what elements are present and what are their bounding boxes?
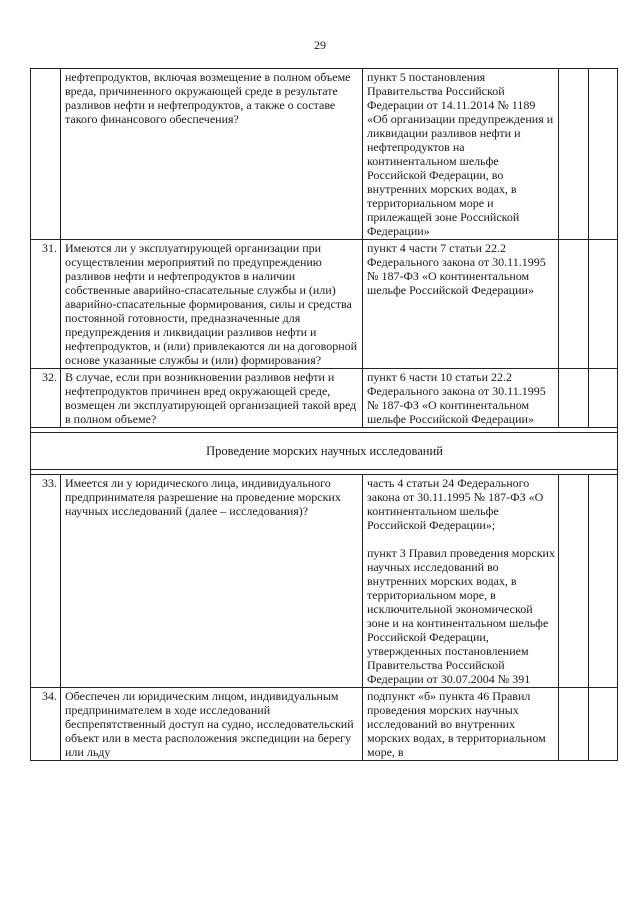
legal-reference-cell	[363, 688, 559, 761]
answer-cell-b	[589, 369, 618, 428]
question-text: Обеспечен ли юридическим лицом, индивидуальным предпринимателем в ходе исследований беспрепятственный доступ на судно, исследовательский объект или в места расположения экспедиции на берегу или льду	[61, 688, 363, 761]
answer-cell-b	[589, 688, 618, 761]
legal-reference-cell	[363, 240, 559, 369]
legal-reference-cell	[363, 475, 559, 688]
answer-cell-b	[589, 240, 618, 369]
row-number	[31, 69, 61, 240]
checklist-body-top	[31, 69, 618, 428]
question-text: нефтепродуктов, включая возмещение в полном объеме вреда, причиненного окружающей среде в результате разливов нефти и нефтепродуктов, а также о составе такого финансового обеспечения?	[61, 69, 363, 240]
question-text: В случае, если при возникновении разливов нефти и нефтепродуктов причинен вред окружающей среде, возмещен ли эксплуатирующей организацией такой вред в полном объеме?	[61, 369, 363, 428]
table-row	[31, 369, 618, 428]
answer-cell-a	[559, 688, 589, 761]
question-text: Имеются ли у эксплуатирующей организации при осуществлении мероприятий по предупреждению разливов нефти и нефтепродуктов в наличии собственные аварийно-спасательные службы и (или) аварийно-спасательные формирования, силы и средства постоянной готовности, предназначенные для предупреждения и ликвидации разливов нефти и нефтепродуктов, и (или) привлекаются ли на договорной основе указанные службы и (или) формирования?	[61, 240, 363, 369]
checklist-body-bottom	[31, 475, 618, 761]
answer-cell-b	[589, 475, 618, 688]
legal-reference: пункт 4 части 7 статьи 22.2 Федерального закона от 30.11.1995 № 187-ФЗ «О континентальном шельфе Российской Федерации»	[367, 241, 546, 297]
legal-reference-cell	[363, 369, 559, 428]
legal-reference: подпункт «б» пункта 46 Правил проведения морских научных исследований во внутренних морских водах, в территориальном море, в	[367, 689, 546, 759]
checklist-section	[31, 428, 618, 475]
legal-reference: часть 4 статьи 24 Федерального закона от 30.11.1995 № 187-ФЗ «О континентальном шельфе Российской Федерации»;	[367, 476, 544, 532]
answer-cell-a	[559, 69, 589, 240]
row-number: 34.	[31, 688, 61, 761]
section-row	[31, 433, 618, 470]
table-row	[31, 475, 618, 688]
legal-reference: пункт 6 части 10 статьи 22.2 Федерального закона от 30.11.1995 № 187-ФЗ «О континентальном шельфе Российской Федерации»	[367, 370, 546, 426]
answer-cell-a	[559, 369, 589, 428]
table-row	[31, 69, 618, 240]
question-text: Имеется ли у юридического лица, индивидуального предпринимателя разрешение на проведение морских научных исследований (далее – исследования)?	[61, 475, 363, 688]
row-number: 32.	[31, 369, 61, 428]
section-heading: Проведение морских научных исследований	[31, 433, 618, 470]
page-number: 29	[314, 38, 326, 52]
checklist-table	[30, 68, 618, 761]
row-number: 33.	[31, 475, 61, 688]
answer-cell-a	[559, 475, 589, 688]
legal-reference-cell	[363, 69, 559, 240]
answer-cell-b	[589, 69, 618, 240]
answer-cell-a	[559, 240, 589, 369]
legal-reference: пункт 3 Правил проведения морских научных исследований во внутренних морских водах, в территориальном море, в исключительной экономической зоне и на континентальном шельфе Российской Федерации, утвержденных постановлением Правительства Российской Федерации от 30.07.2004 № 391	[367, 546, 555, 686]
table-row	[31, 688, 618, 761]
table-row	[31, 240, 618, 369]
legal-reference: пункт 5 постановления Правительства Российской Федерации от 14.11.2014 № 1189 «Об организации предупреждения и ликвидации разливов нефти и нефтепродуктов на континентальном шельфе Российской Федерации, во внутренних морских водах, в территориальном море и прилежащей зоне Российской Федерации»	[367, 70, 554, 238]
row-number: 31.	[31, 240, 61, 369]
